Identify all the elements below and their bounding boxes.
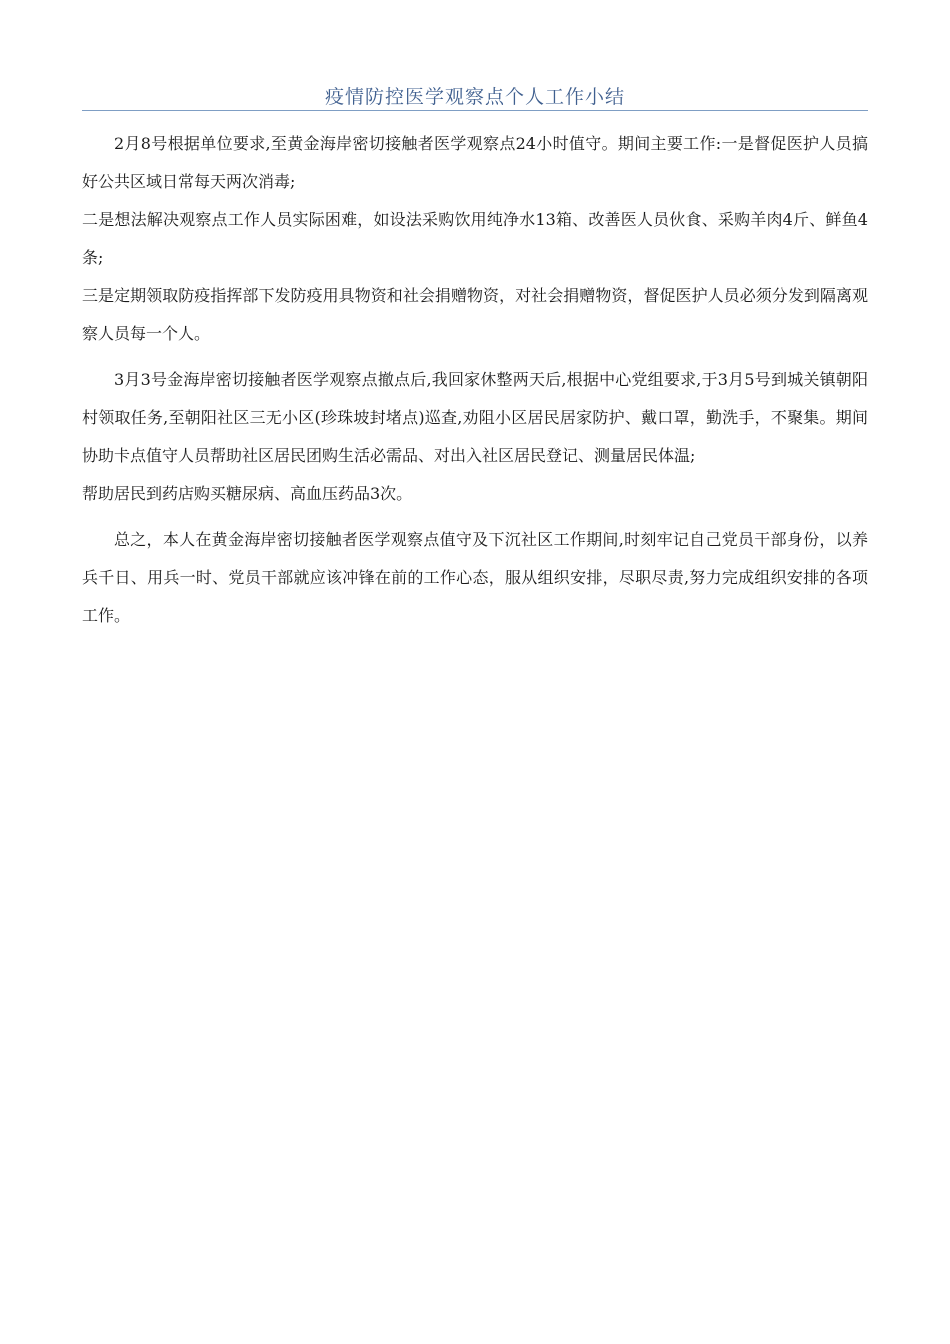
document-page (82, 78, 868, 635)
document-header (82, 78, 868, 111)
paragraph-feb-duty: 2月8号根据单位要求,至黄金海岸密切接触者医学观察点24小时值守。期间主要工作:一是督促医护人员搞好公共区域日常每天两次消毒; (82, 134, 868, 191)
paragraph-medicine-purchase: 帮助居民到药店购买糖尿病、高血压药品3次。 (82, 484, 413, 503)
document-body (82, 125, 868, 635)
paragraph-march-community: 3月3号金海岸密切接触者医学观察点撤点后,我回家休整两天后,根据中心党组要求,于3月5号到城关镇朝阳村领取任务,至朝阳社区三无小区(珍珠坡封堵点)巡查,劝阻小区居民居家防护、戴口罩，勤洗手，不聚集。期间协助卡点值守人员帮助社区居民团购生活必需品、对出入社区居民登记、测量居民体温; (82, 370, 868, 465)
paragraph-summary: 总之，本人在黄金海岸密切接触者医学观察点值守及下沉社区工作期间,时刻牢记自己党员干部身份，以养兵千日、用兵一时、党员干部就应该冲锋在前的工作心态，服从组织安排，尽职尽责,努力完成组织安排的各项工作。 (82, 530, 868, 625)
paragraph-donations: 三是定期领取防疫指挥部下发防疫用具物资和社会捐赠物资，对社会捐赠物资，督促医护人员必须分发到隔离观察人员每一个人。 (82, 286, 868, 343)
paragraph-supplies: 二是想法解决观察点工作人员实际困难，如设法采购饮用纯净水13箱、改善医人员伙食、采购羊肉4斤、鲜鱼4条; (82, 210, 868, 267)
document-title: 疫情防控医学观察点个人工作小结 (324, 86, 625, 108)
